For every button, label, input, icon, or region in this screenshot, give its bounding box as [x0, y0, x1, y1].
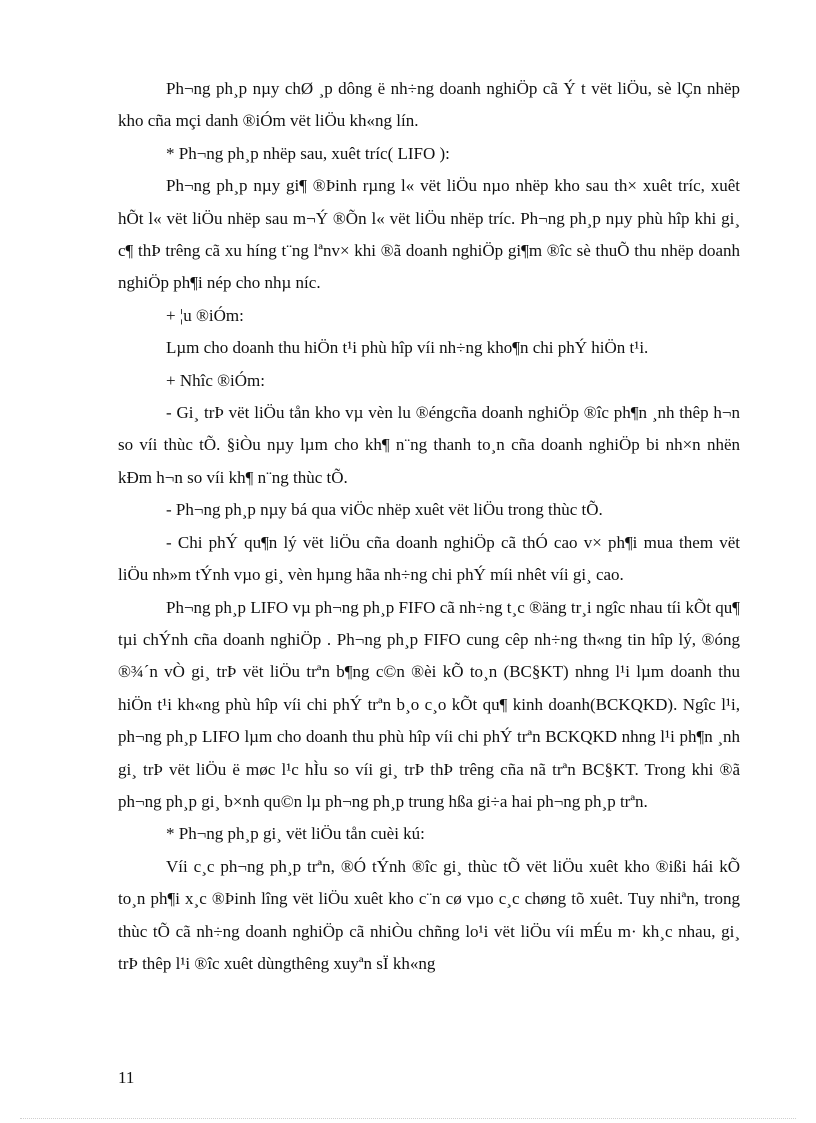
paragraph: - Ph¬ng ph¸p nµy bá qua viÖc nhëp xuêt vët liÖu trong thùc tÕ.	[166, 500, 603, 520]
paragraph: * Ph¬ng ph¸p gi¸ vët liÖu tån cuèi kú:	[166, 824, 425, 844]
paragraph: Ph¬ng ph¸p nµy gi¶ ®Þinh rµng l« vët liÖu nµo nhëp kho sau th× xuêt tríc, xuêt hÕt l« vët liÖu nhëp sau m¬Ý ®Õn l« vët liÖu nhëp tríc. Ph¬ng ph¸p nµy phù hîp khi gi¸ c¶ thÞ trêng cã xu híng t¨ng lªnv× khi ®ã doanh nghiÖp gi¶m ®îc sè thuÕ thu nhëp doanh nghiÖp ph¶i nép cho nhµ níc.	[118, 176, 740, 293]
paragraph: - Chi phÝ qu¶n lý vët liÖu cña doanh nghiÖp cã thÓ cao v× ph¶i mua them vët liÖu nh»m tÝnh vµo gi¸ vèn hµng hãa nh÷ng chi phÝ míi nhêt víi gi¸ cao.	[118, 532, 740, 585]
page-number: 11	[118, 1068, 135, 1087]
paragraph: * Ph¬ng ph¸p nhëp sau, xuêt tríc( LIFO ):	[166, 143, 450, 163]
paragraph: + Nhîc ®iÓm:	[166, 370, 265, 390]
paragraph: Ph¬ng ph¸p nµy chØ ¸p dông ë nh÷ng doanh nghiÖp cã Ý t vët liÖu, sè lÇn nhëp kho cña mçi danh ®iÓm vët liÖu kh«ng lín.	[118, 79, 740, 131]
body-text	[118, 73, 740, 980]
paragraph: Lµm cho doanh thu hiÖn t¹i phù hîp víi nh÷ng kho¶n chi phÝ hiÖn t¹i.	[166, 338, 649, 358]
footer-divider	[20, 1118, 796, 1119]
paragraph: + ¦u ®iÓm:	[166, 305, 244, 325]
paragraph: Ph¬ng ph¸p LIFO vµ ph¬ng ph¸p FIFO cã nh÷ng t¸c ®äng tr¸i ngîc nhau tíi kÕt qu¶ tµi chÝnh cña doanh nghiÖp . Ph¬ng ph¸p FIFO cung cêp nh÷ng th«ng tin hîp lý, ®óng ®¾´n vÒ gi¸ trÞ vët liÖu trªn b¶ng c©n ®èi kÕ to¸n (BC§KT) nhng l¹i lµm doanh thu hiÖn t¹i kh«ng phù hîp víi chi phÝ trªn b¸o c¸o kÕt qu¶ kinh doanh(BCKQKD). Ngîc l¹i, ph¬ng ph¸p LIFO lµm cho doanh thu phù hîp víi chi phÝ trªn BCKQKD nhng l¹i ph¶n ¸nh gi¸ trÞ vët liÖu ë møc l¹c hÌu so víi gi¸ trÞ thÞ trêng cña nã trªn BC§KT. Trong khi ®ã ph¬ng ph¸p gi¸ b×nh qu©n lµ ph¬ng ph¸p trung hßa gi÷a hai ph¬ng ph¸p trªn.	[118, 597, 740, 811]
paragraph: - Gi¸ trÞ vët liÖu tån kho vµ vèn lu ®éngcña doanh nghiÖp ®îc ph¶n ¸nh thêp h¬n so víi thùc tÕ. §iÒu nµy lµm cho kh¶ n¨ng thanh to¸n cña doanh nghiÖp bi nh×n nhën kÐm h¬n so víi kh¶ n¨ng thùc tÕ.	[118, 403, 740, 487]
paragraph: Víi c¸c ph¬ng ph¸p trªn, ®Ó tÝnh ®îc gi¸ thùc tÕ vët liÖu xuêt kho ®ißi hái kÕ to¸n ph¶i x¸c ®Þinh lîng vët liÖu xuêt kho c¨n cø vµo c¸c chøng tõ xuêt. Tuy nhiªn, trong thùc tÕ cã nh÷ng doanh nghiÖp cã nhiÒu chñng lo¹i vët liÖu víi mÉu m· kh¸c nhau, gi¸ trÞ thêp l¹i ®îc xuêt dùngthêng xuyªn sÏ kh«ng	[118, 856, 740, 973]
